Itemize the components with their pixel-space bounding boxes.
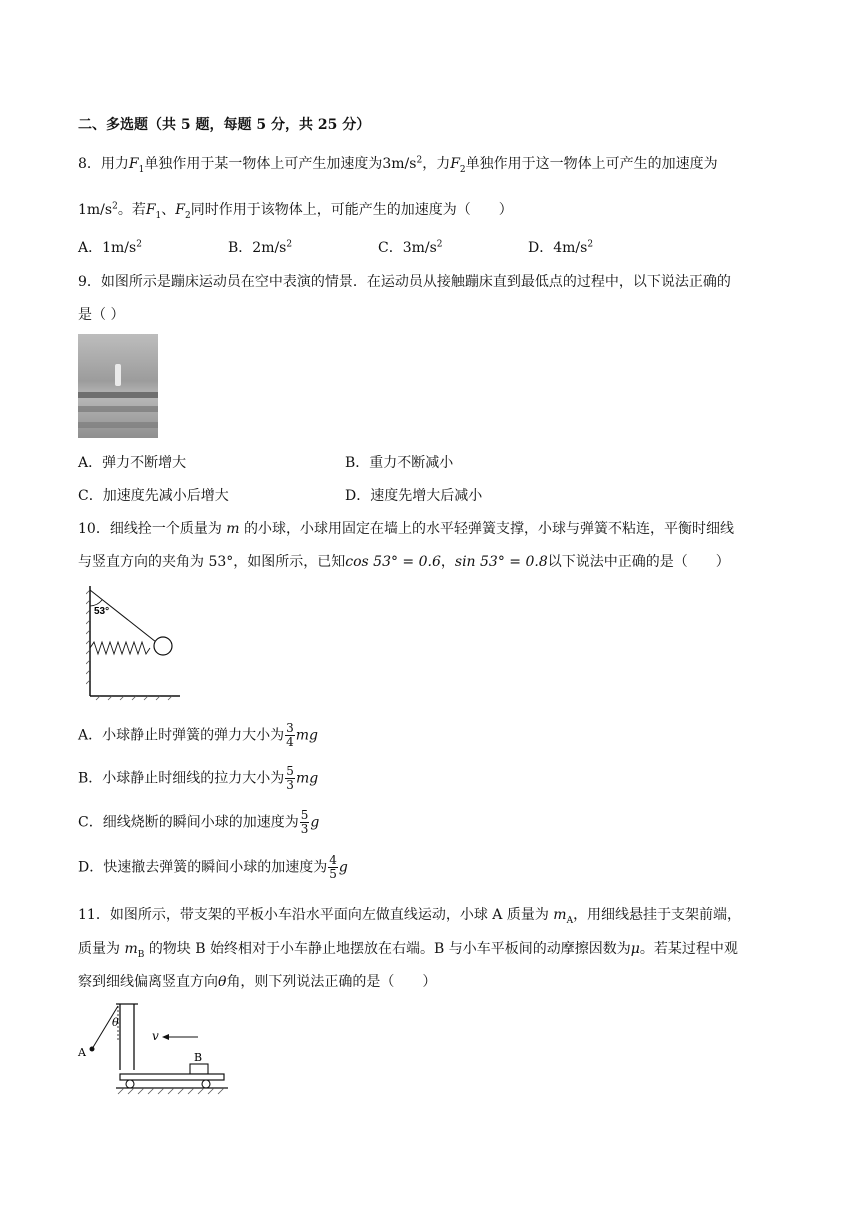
fraction: $\frac{4}{5}$ bbox=[329, 853, 337, 881]
q8-text: 、 bbox=[161, 202, 176, 218]
q8-text: 。若 bbox=[117, 202, 146, 218]
q8-option-a: A．$1m/s^2$ bbox=[78, 239, 142, 256]
q10-option-b: B．小球静止时细线的拉力大小为 $\frac{5}{3}$ mg bbox=[78, 764, 319, 792]
q10-option-a: A．小球静止时弹簧的弹力大小为 $\frac{3}{4}$ mg bbox=[78, 721, 319, 749]
q8-option-c: C．$3m/s^2$ bbox=[378, 239, 443, 256]
q11-line2: 质量为 $m_B$ 的物块 B 始终相对于小车静止地摆放在右端。B 与小车平板间的动摩擦因数为μ。若某过程中观 bbox=[78, 941, 738, 960]
q11-line3: 察到细线偏离竖直方向θ角，则下列说法正确的是（ ） bbox=[78, 974, 437, 990]
fraction: $\frac{3}{4}$ bbox=[286, 721, 294, 749]
q8-text: 单独作用于这一物体上可产生的加速度为 bbox=[465, 156, 718, 172]
angle-label: 53° bbox=[94, 606, 110, 617]
section-title: 二、多选题（共 5 题，每题 5 分，共 25 分） bbox=[78, 117, 371, 133]
velocity-label: v bbox=[152, 1029, 159, 1043]
q9-option-a: A．弹力不断增大 bbox=[78, 455, 187, 471]
q10-line1: 10．细线拴一个质量为 m 的小球，小球用固定在墙上的水平轻弹簧支撑，小球与弹簧不粘连，平衡时细线 bbox=[78, 521, 735, 537]
q10-text: ， bbox=[440, 554, 455, 570]
fraction: $\frac{5}{3}$ bbox=[300, 808, 309, 836]
block-b-label: B bbox=[194, 1051, 203, 1064]
q10-text: 以下说法中正确的是（ ） bbox=[547, 554, 730, 570]
q8-text: 单独作用于某一物体上可产生加速度为3m/s bbox=[144, 156, 417, 172]
q10-option-d: D．快速撤去弹簧的瞬间小球的加速度为 $\frac{4}{5}$ g bbox=[78, 853, 348, 881]
q8-text: ，力 bbox=[422, 156, 451, 172]
q9-line2: 是（ ） bbox=[78, 307, 125, 323]
q8-option-d: D．$4m/s^2$ bbox=[528, 239, 594, 256]
spring-ball-figure bbox=[86, 584, 186, 708]
q10-text: 10．细线拴一个质量为 bbox=[78, 521, 222, 537]
q8-text: 同时作用于该物体上，可能产生的加速度为（ ） bbox=[190, 202, 513, 218]
ball-a-label: A bbox=[78, 1046, 86, 1059]
q10-option-c: C．细线烧断的瞬间小球的加速度为 $\frac{5}{3}$ g bbox=[78, 808, 320, 836]
trampoline-photo bbox=[78, 334, 158, 438]
cos-expr: cos 53° = 0.6 bbox=[345, 554, 441, 570]
fraction: $\frac{5}{3}$ bbox=[286, 764, 294, 792]
q8-line2: $1m/s^2$。若$F_1$、$F_2$同时作用于该物体上，可能产生的加速度为（ ） bbox=[78, 201, 513, 221]
q8-option-b: B．$2m/s^2$ bbox=[228, 239, 293, 256]
q10-text: 的小球，小球用固定在墙上的水平轻弹簧支撑，小球与弹簧不粘连，平衡时细线 bbox=[244, 521, 735, 537]
q9-line1: 9．如图所示是蹦床运动员在空中表演的情景．在运动员从接触蹦床直到最低点的过程中，以下说法正确的 bbox=[78, 274, 731, 290]
q9-option-b: B．重力不断减小 bbox=[345, 455, 454, 471]
q10-text: 与竖直方向的夹角为 53°，如图所示，已知 bbox=[78, 554, 346, 570]
q10-line2 bbox=[78, 551, 730, 571]
q8-line1: 8．用力$F_1$单独作用于某一物体上可产生加速度为$3m/s^2$，力$F_2$单独作用于这一物体上可产生的加速度为 bbox=[78, 155, 718, 175]
q11-line1: 11．如图所示，带支架的平板小车沿水平面向左做直线运动，小球 A 质量为 $m_A$，用细线悬挂于支架前端， bbox=[78, 907, 742, 926]
q8-text: 1m/s bbox=[78, 202, 113, 218]
cart-figure bbox=[76, 996, 236, 1100]
q9-option-d: D．速度先增大后减小 bbox=[345, 488, 483, 504]
sin-expr: sin 53° = 0.8 bbox=[454, 554, 548, 570]
q8-text: 8．用力 bbox=[78, 156, 129, 172]
theta-label: θ bbox=[112, 1016, 119, 1029]
q9-option-c: C．加速度先减小后增大 bbox=[78, 488, 229, 504]
